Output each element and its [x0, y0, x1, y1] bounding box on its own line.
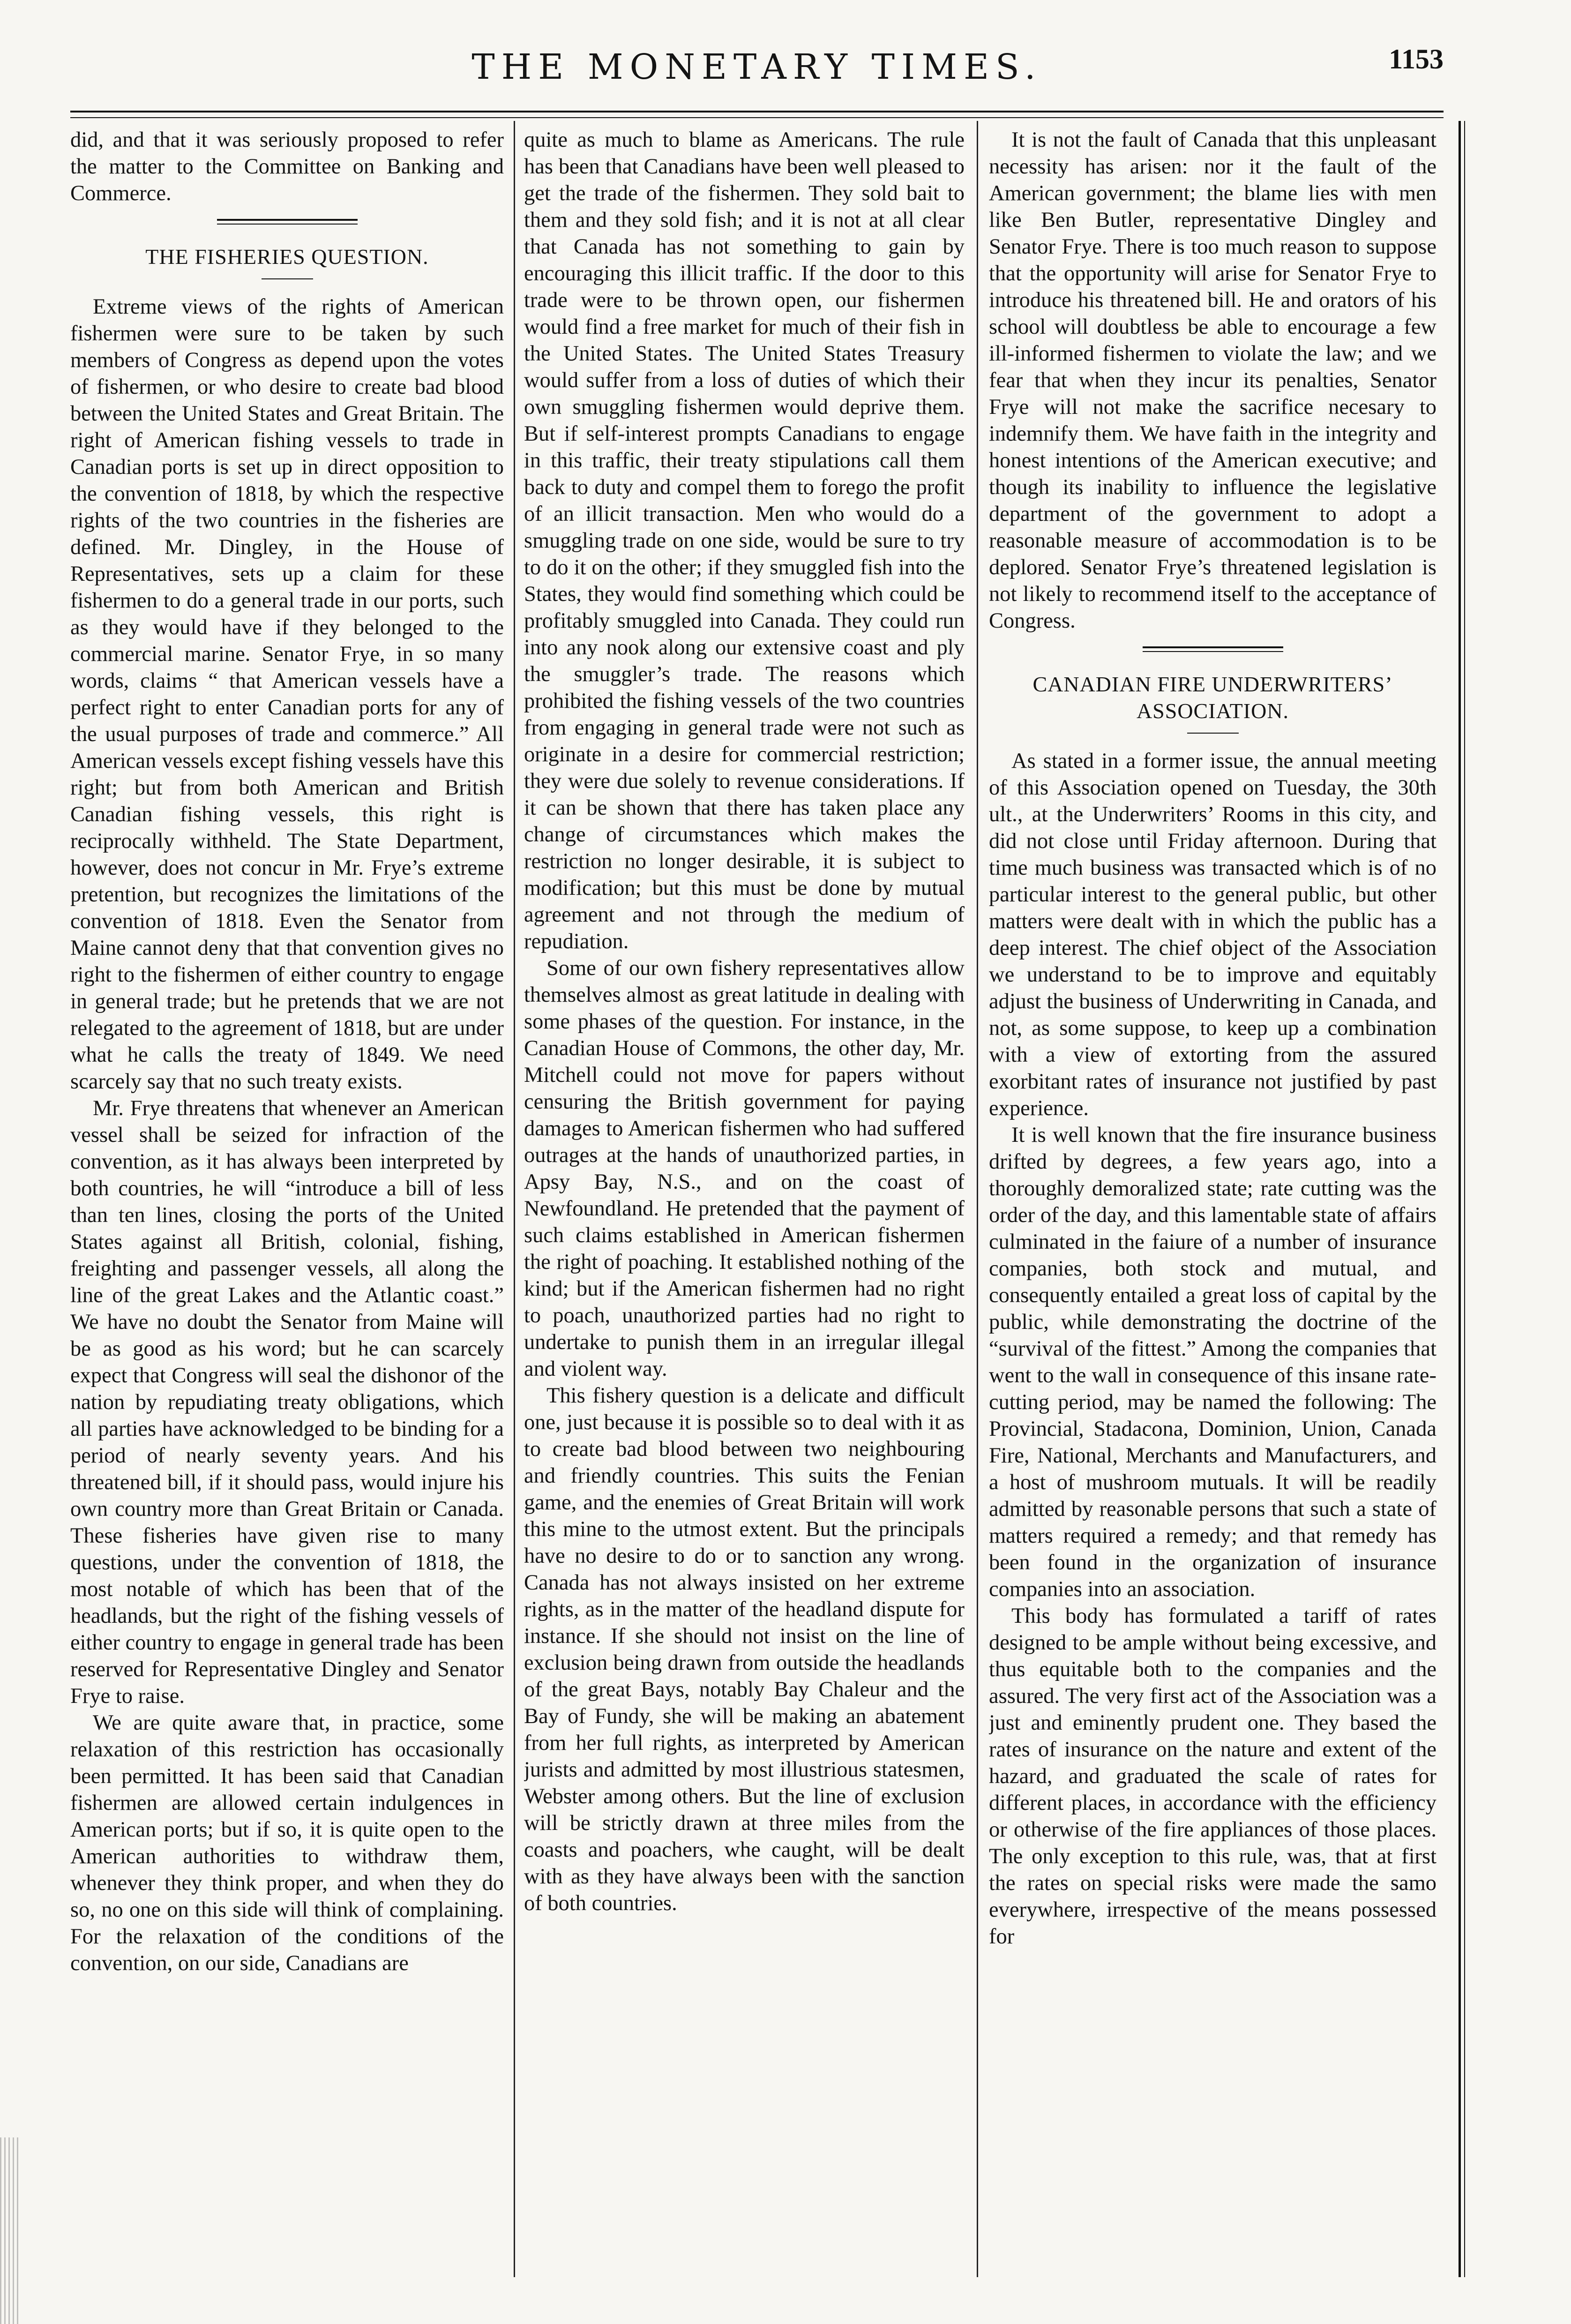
page-border-rule: [1459, 121, 1461, 2277]
article-paragraph: This fishery question is a delicate and difficult one, just because it is possible so to deal with it as to create bad blood between two neighbouring and friendly countries. This suits the Fenian game, and the enemies of Great Britain will work this mine to the utmost extent. But the principals have no desire to do or to sanction any wrong. Canada has not always insisted on her extreme rights, as in the matter of the headland dispute for instance. If she should not insist on the line of exclusion being drawn from outside the headlands of the great Bays, notably Bay Chaleur and the Bay of Fundy, she will be making an abatement from her full rights, as interpreted by American jurists and admitted by most illustrious statesmen, Webster among others. But the line of exclusion will be strictly drawn at three miles from the coasts and poachers, whe caught, will be dealt with as they have always been with the sanction of both countries.: [524, 1384, 965, 1915]
article-paragraph: Some of our own fishery representatives allow themselves almost as great latitude in dealing with some phases of the question. For instance, in the Canadian House of Commons, the other day, Mr. Mitchell could not move for papers without censuring the British government for paying damages to American fishermen who had suffered outrages at the hands of unauthorized parties, in Apsy Bay, N.S., and on the coast of Newfoundland. He pretended that the payment of such claims established in American fishermen the right of poaching. It established nothing of the kind; but if the American fishermen had no right to poach, unauthorized parties had no right to undertake to punish them in an irregular illegal and violent way.: [524, 956, 965, 1381]
article-paragraph: quite as much to blame as Americans. The rule has been that Canadians have been well pleased to get the trade of the fishermen. They sold bait to them and they sold fish; and it is not at all clear that Canada has not something to gain by encouraging this illicit traffic. If the door to this trade were to be thrown open, our fishermen would find a free market for much of their fish in the United States. The United States Treasury would suffer from a loss of duties of which their own smuggling fishermen would deprive them. But if self-interest prompts Canadians to engage in this traffic, their treaty stipulations call them back to duty and compel them to forego the profit of an illicit transaction. Men who would do a smuggling trade on one side, would be sure to try to do it on the other; if they smuggled fish into the States, they would find something which could be profitably smuggled into Canada. They could run into any nook along our extensive coast and ply the smuggler’s trade. The reasons which prohibited the fishing vessels of the two countries from engaging in general trade were not such as originate in a desire for commercial restriction; they were due solely to revenue considerations. If it can be shown that there has taken place any change of circumstances which makes the restriction no longer desirable, it is subject to modification; but this must be done by mutual agreement and not through the medium of repudiation.: [524, 128, 965, 953]
article-title-underwriters: CANADIAN FIRE UNDERWRITERS’: [1032, 672, 1393, 696]
column-3: [989, 127, 1436, 2273]
column-2: [524, 127, 965, 2273]
column-1: [70, 127, 504, 2273]
article-paragraph: Mr. Frye threatens that whenever an American vessel shall be seized for infraction of the convention, as it has always been interpreted by both countries, he will “introduce a bill of less than ten lines, closing the ports of the United States against all British, colonial, fishing, freighting and passenger vessels, all along the line of the great Lakes and the Atlantic coast.” We have no doubt the Senator from Maine will be as good as his word; but he can scarcely expect that Congress will seal the dishonor of the nation by repudiating treaty obligations, which all parties have acknowledged to be binding for a period of nearly seventy years. And his threatened bill, if it should pass, would injure his own country more than Great Britain or Canada. These fisheries have given rise to many questions, under the convention of 1818, the most notable of which has been that of the headlands, but the right of the fishing vessels of either country to engage in general trade has been reserved for Representative Dingley and Senator Frye to raise.: [70, 1096, 504, 1708]
article-paragraph: It is well known that the fire insurance business drifted by degrees, a few years ago, into a thoroughly demoralized state; rate cutting was the order of the day, and this lamentable state of affairs culminated in the faiure of a number of insurance companies, both stock and mutual, and consequently entailed a great loss of capital by the public, while demonstrating the doctrine of the “survival of the fittest.” Among the companies that went to the wall in consequence of this insane rate-cutting period, may be named the following: The Provincial, Stadacona, Dominion, Union, Canada Fire, National, Merchants and Manufacturers, and a host of mushroom mutuals. It will be readily admitted by reasonable persons that such a state of matters required a remedy; and that remedy has been found in the organization of insurance companies into an association.: [989, 1123, 1436, 1601]
article-separator: [1143, 646, 1283, 652]
column-divider: [977, 121, 978, 2277]
newspaper-title: THE MONETARY TIMES.: [471, 47, 1042, 87]
article-paragraph: As stated in a former issue, the annual meeting of this Association opened on Tuesday, the 30th ult., at the Underwriters’ Rooms in this city, and did not close until Friday afternoon. During that time much business was transacted which is of no particular interest to the general public, but other matters were dealt with in which the public has a deep interest. The chief object of the Association we understand to be to improve and equitably adjust the business of Underwriting in Canada, and not, as some suppose, to keep up a combination with a view of extorting from the assured exorbitant rates of insurance not justified by past experience.: [989, 749, 1436, 1120]
title-underline: [1187, 733, 1239, 734]
page-binding-edge: [0, 2137, 19, 2324]
masthead: [70, 33, 1444, 103]
header-rule-thin: [70, 117, 1444, 118]
column-divider: [514, 121, 515, 2277]
article-paragraph: It is not the fault of Canada that this unpleasant necessity has arisen: nor it the fault of the American government; the blame lies with men like Ben Butler, representative Dingley and Senator Frye. There is too much reason to suppose that the opportunity will arise for Senator Frye to introduce his threatened bill. He and orators of his school will doubtless be able to encourage a few ill-informed fishermen to violate the law; and we fear that when they incur its penalties, Senator Frye will not make the sacrifice necesary to indemnify them. We have faith in the integrity and honest intentions of the American executive; and though its inability to influence the legislative department of the government to adopt a reasonable measure of accommodation is to be deplored. Senator Frye’s threatened legislation is not likely to recommend itself to the acceptance of Congress.: [989, 128, 1436, 633]
header-rule: [70, 111, 1444, 112]
article-paragraph: This body has formulated a tariff of rates designed to be ample without being excessive, and thus equitable both to the companies and the assured. The very first act of the Association was a just and eminently prudent one. They based the rates of insurance on the nature and extent of the hazard, and graduated the scale of rates for different places, in accordance with the efficiency or otherwise of the fire appliances of those places. The only exception to this rule, was, that at first the rates on special risks were made the samo everywhere, irrespective of the means possessed for: [989, 1604, 1436, 1949]
page-number: 1153: [1389, 44, 1444, 75]
page-border-rule-thin: [1464, 121, 1465, 2277]
article-paragraph: Extreme views of the rights of American fishermen were sure to be taken by such members of Congress as depend upon the votes of fishermen, or who desire to create bad blood between the United States and Great Britain. The right of American fishing vessels to trade in Canadian ports is set up in direct opposition to the convention of 1818, by which the respective rights of the two countries in the fisheries are defined. Mr. Dingley, in the House of Representatives, sets up a claim for these fishermen to do a general trade in our ports, such as they would have if they belonged to the commercial marine. Senator Frye, in so many words, claims “ that American vessels have a perfect right to enter Canadian ports for any of the usual purposes of trade and commerce.” All American vessels except fishing vessels have this right; but from both American and British Canadian fishing vessels, this right is reciprocally withheld. The State Department, however, does not concur in Mr. Frye’s extreme pretention, but recognizes the limitations of the convention of 1818. Even the Senator from Maine cannot deny that that convention gives no right to the fishermen of either country to engage in general trade; but he pretends that we are not relegated to the agreement of 1818, but are under what he calls the treaty of 1849. We need scarcely say that no such treaty exists.: [70, 295, 504, 1094]
article-title-underwriters-line2: ASSOCIATION.: [1136, 699, 1289, 723]
title-underline: [262, 278, 313, 279]
continued-paragraph: did, and that it was seriously proposed to refer the matter to the Committee on Banking and Commerce.: [70, 128, 504, 205]
article-title-fisheries: THE FISHERIES QUESTION.: [145, 245, 429, 269]
article-separator: [217, 219, 358, 225]
article-paragraph: We are quite aware that, in practice, some relaxation of this restriction has occasionally been permitted. It has been said that Canadian fishermen are allowed certain indulgences in American ports; but if so, it is quite open to the American authorities to withdraw them, whenever they think proper, and when they do so, no one on this side will think of complaining. For the relaxation of the conditions of the convention, on our side, Canadians are: [70, 1711, 504, 1975]
